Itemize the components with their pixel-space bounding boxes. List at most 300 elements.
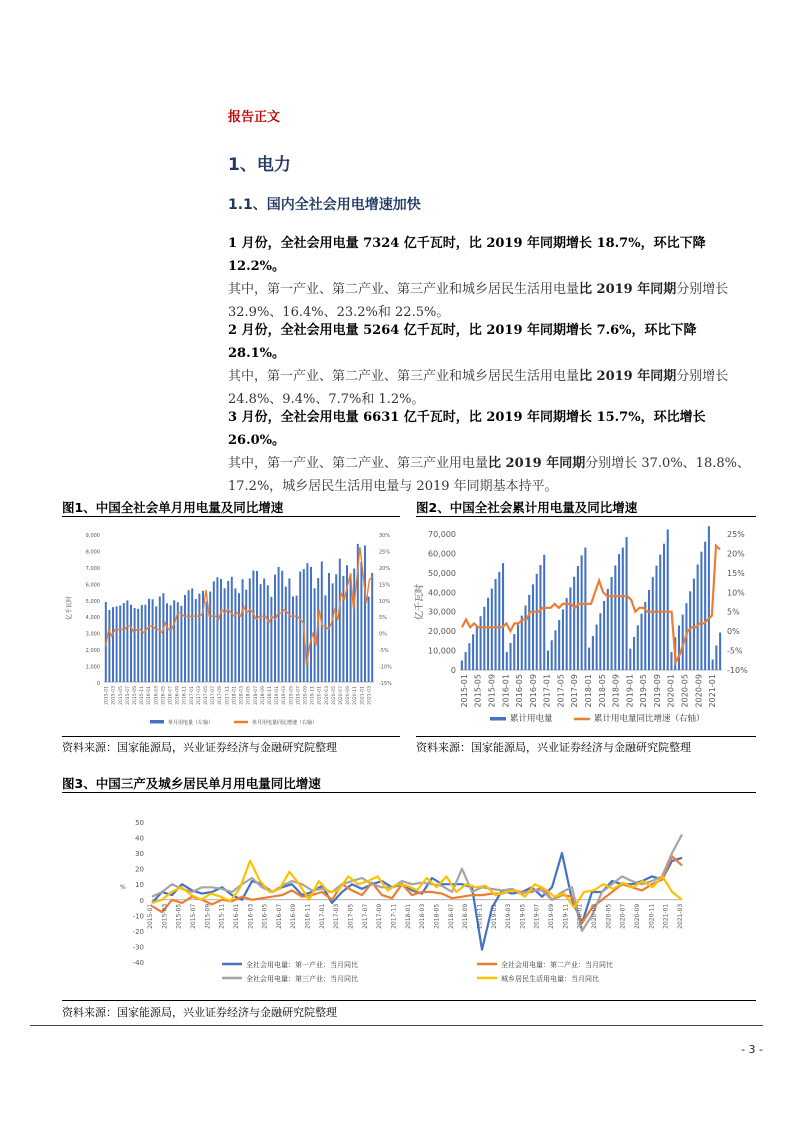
y-axis-title: 亿千瓦时	[66, 595, 73, 621]
bar	[310, 567, 312, 682]
report-label: 报告正文	[228, 110, 281, 125]
bar	[704, 542, 706, 670]
x-tick-label: 2018-01	[404, 903, 412, 929]
x-tick-label: 2020-09	[694, 674, 704, 708]
bar	[622, 548, 624, 670]
bar	[569, 587, 571, 670]
y-tick-label: 0	[96, 681, 100, 687]
bar	[611, 577, 613, 670]
bar	[335, 574, 337, 682]
figure2-bottom-rule	[416, 736, 756, 737]
figure1-top-rule	[62, 516, 400, 517]
x-tick-label: 2018-07	[447, 903, 455, 929]
x-tick-label: 2018-05	[246, 686, 252, 705]
y2-tick-label: -10%	[379, 664, 392, 671]
x-tick-label: 2015-07	[189, 903, 197, 929]
x-tick-label: 2018-05	[433, 903, 441, 929]
bar	[166, 603, 168, 682]
y-tick-label: 0	[139, 896, 144, 905]
bar	[596, 625, 598, 670]
paragraph-lead: 2 月份，全社会用电量 5264 亿千瓦时，比 2019 年同期增长 7.6%，环比下降 28.1%。	[228, 323, 697, 361]
x-tick-label: 2017-11	[225, 686, 231, 705]
bar	[296, 596, 298, 682]
x-tick-label: 2015-07	[125, 686, 131, 705]
y-tick-label: 40,000	[428, 588, 456, 598]
figure3-top-rule	[62, 792, 756, 793]
bar	[566, 598, 568, 670]
bar	[603, 601, 605, 670]
page-number: - 3 -	[741, 1043, 763, 1056]
y2-tick-label: 10%	[727, 588, 745, 598]
bar	[517, 625, 519, 670]
bar	[234, 588, 236, 682]
x-tick-label: 2016-05	[515, 674, 525, 708]
bar	[648, 590, 650, 670]
figure3-bottom-rule	[62, 1000, 756, 1001]
x-tick-label: 2019-01	[275, 686, 281, 705]
footer-rule	[30, 1025, 763, 1026]
bar	[144, 605, 146, 682]
y-tick-label: -40	[132, 959, 144, 967]
bar	[476, 625, 478, 670]
y-tick-label: -30	[132, 943, 144, 952]
bar	[238, 593, 240, 682]
bar	[539, 565, 541, 670]
y-tick-label: 10,000	[428, 646, 456, 656]
x-tick-label: 2018-01	[584, 674, 593, 708]
bar	[112, 607, 114, 682]
bar	[256, 571, 258, 682]
x-tick-label: 2018-07	[253, 686, 259, 705]
bar	[655, 566, 657, 670]
bar	[495, 579, 497, 670]
x-tick-label: 2020-07	[619, 903, 627, 929]
x-tick-label: 2018-03	[419, 903, 427, 929]
bar	[274, 575, 276, 682]
legend-label: 全社会用电量：第一产业：当月同比	[246, 961, 358, 969]
x-tick-label: 2018-11	[476, 903, 484, 929]
x-tick-label: 2015-05	[118, 686, 124, 705]
bar	[581, 555, 583, 670]
x-tick-label: 2020-03	[324, 686, 330, 705]
paragraph-body: 其中，第一产业、第二产业、第三产业用电量	[228, 456, 489, 471]
bar	[162, 593, 164, 682]
x-tick-label: 2019-01	[490, 903, 498, 929]
x-tick-label: 2015-01	[104, 686, 110, 705]
x-tick-label: 2018-01	[232, 686, 238, 705]
x-tick-label: 2019-11	[562, 903, 570, 929]
x-tick-label: 2020-03	[591, 903, 599, 929]
bar	[249, 578, 251, 682]
x-tick-label: 2017-09	[570, 674, 580, 708]
paragraph-body: 分别增长 32.9%、16.4%、23.2%和 22.5%。	[228, 282, 729, 320]
x-tick-label: 2016-07	[168, 686, 174, 705]
x-tick-label: 2021-01	[708, 674, 718, 708]
bar	[543, 555, 545, 670]
bar	[667, 530, 669, 670]
x-tick-label: 2017-07	[211, 686, 217, 705]
bar	[195, 599, 197, 682]
bar	[123, 603, 125, 682]
x-tick-label: 2017-01	[542, 674, 552, 708]
bar	[599, 613, 601, 670]
y2-tick-label: 10%	[379, 598, 391, 605]
y-tick-label: 20	[135, 865, 144, 874]
bar	[152, 599, 154, 682]
y2-tick-label: -10%	[727, 666, 748, 675]
x-tick-label: 2020-11	[353, 686, 359, 705]
x-tick-label: 2018-11	[267, 686, 273, 705]
x-tick-label: 2019-01	[625, 674, 635, 708]
legend-label: 累计用电量	[510, 714, 553, 724]
x-tick-label: 2020-01	[317, 686, 323, 705]
x-tick-label: 2017-03	[333, 903, 341, 929]
x-tick-label: 2016-09	[290, 903, 298, 929]
y-tick-label: 30,000	[428, 607, 456, 617]
bar	[324, 595, 326, 682]
x-tick-label: 2016-09	[175, 686, 181, 705]
x-tick-label: 2016-05	[161, 686, 167, 705]
x-tick-label: 2017-05	[347, 903, 355, 929]
bar	[693, 579, 695, 670]
y2-tick-label: 5%	[379, 615, 387, 622]
paragraph-emphasis: 比 2019 年同期	[579, 282, 677, 297]
x-tick-label: 2015-09	[204, 903, 212, 929]
paragraph-february	[228, 319, 758, 411]
y-tick-label: 6,000	[85, 582, 100, 589]
bar	[288, 578, 290, 682]
bar	[532, 584, 534, 670]
bar	[663, 544, 665, 670]
bar	[637, 625, 639, 670]
bar	[339, 559, 341, 682]
bar	[364, 546, 366, 682]
bar	[480, 616, 482, 670]
bar	[558, 620, 560, 670]
y2-tick-label: 25%	[727, 530, 745, 539]
bar	[715, 646, 717, 670]
bar	[524, 605, 526, 670]
bar	[281, 571, 283, 682]
bar	[292, 596, 294, 682]
y-axis-title: 亿千瓦时	[415, 583, 425, 621]
figure3-title: 图3、中国三产及城乡居民单月用电量同比增速	[62, 776, 321, 791]
y-tick-label: 50	[135, 819, 144, 827]
bar	[472, 634, 474, 670]
y-tick-label: 50,000	[428, 568, 456, 578]
bar	[173, 600, 175, 682]
bar	[159, 596, 161, 682]
bar	[278, 567, 280, 682]
y-tick-label: -10	[132, 912, 144, 921]
bar	[206, 601, 208, 682]
bar	[108, 610, 110, 682]
bar	[487, 598, 489, 670]
bar	[461, 660, 463, 670]
bar	[209, 592, 211, 682]
y-tick-label: 30	[135, 850, 144, 859]
figure2-source: 资料来源：国家能源局，兴业证券经济与金融研究院整理	[416, 741, 691, 754]
bar	[509, 643, 511, 670]
x-tick-label: 2020-05	[331, 686, 337, 705]
y-tick-label: 10	[135, 881, 144, 890]
x-tick-label: 2015-09	[487, 674, 497, 708]
x-tick-label: 2019-07	[296, 686, 302, 705]
bar	[148, 599, 150, 682]
bar	[573, 577, 575, 670]
bar	[342, 576, 344, 682]
bar	[592, 636, 594, 670]
x-tick-label: 2016-01	[232, 903, 240, 929]
bar	[644, 602, 646, 670]
x-tick-label: 2015-03	[111, 686, 117, 705]
bar	[220, 579, 222, 682]
y2-tick-label: 0%	[727, 627, 740, 637]
bar	[506, 652, 508, 670]
paragraph-emphasis: 比 2019 年同期	[579, 369, 677, 384]
figure1-source: 资料来源：国家能源局，兴业证券经济与金融研究院整理	[62, 741, 337, 754]
bar	[700, 552, 702, 670]
y2-tick-label: 15%	[727, 568, 745, 578]
bar	[252, 571, 254, 682]
bar	[670, 652, 672, 670]
bar	[678, 626, 680, 670]
x-tick-label: 2015-11	[140, 686, 146, 705]
bar	[491, 589, 493, 670]
x-tick-label: 2016-07	[275, 903, 283, 929]
x-tick-label: 2019-03	[505, 903, 513, 929]
figure1-chart	[62, 520, 402, 735]
bar	[170, 605, 172, 682]
x-tick-label: 2019-05	[289, 686, 295, 705]
y-tick-label: -20	[132, 927, 144, 936]
legend-label: 单月用电量（左轴）	[168, 720, 214, 726]
x-tick-label: 2020-11	[648, 903, 656, 929]
bar	[483, 607, 485, 670]
paragraph-march	[228, 406, 758, 498]
y-axis-title: %	[120, 884, 126, 891]
y-tick-label: 20,000	[428, 627, 456, 637]
paragraph-body: 其中，第一产业、第二产业、第三产业和城乡居民生活用电量	[228, 369, 580, 384]
bar	[231, 577, 233, 682]
bar	[242, 579, 244, 682]
y2-tick-label: 25%	[379, 549, 391, 556]
bar	[332, 583, 334, 682]
bar	[224, 588, 226, 682]
bar	[368, 596, 370, 682]
x-tick-label: 2017-07	[361, 903, 369, 929]
x-tick-label: 2019-05	[519, 903, 527, 929]
y-tick-label: 70,000	[428, 530, 456, 539]
bar	[227, 581, 229, 682]
x-tick-label: 2016-11	[304, 903, 312, 929]
figure1-title: 图1、中国全社会单月用电量及同比增速	[62, 500, 284, 515]
x-tick-label: 2016-03	[154, 686, 160, 705]
bar	[502, 563, 504, 670]
bar	[498, 572, 500, 670]
bar	[134, 608, 136, 682]
x-tick-label: 2020-05	[605, 903, 613, 929]
x-tick-label: 2016-01	[501, 674, 511, 708]
x-tick-label: 2017-03	[196, 686, 202, 705]
section-title: 1、电力	[228, 155, 291, 175]
x-tick-label: 2016-11	[182, 686, 188, 705]
figure3-source: 资料来源：国家能源局，兴业证券经济与金融研究院整理	[62, 1006, 337, 1019]
x-tick-label: 2019-09	[303, 686, 309, 705]
x-tick-label: 2016-01	[147, 686, 153, 705]
y2-tick-label: 0%	[379, 631, 387, 638]
paragraph-body: 分别增长 37.0%、18.8%、17.2%，城乡居民生活用电量与 2019 年同期基本持平。	[228, 456, 750, 494]
bar	[584, 548, 586, 670]
bar	[551, 640, 553, 670]
bar	[116, 606, 118, 682]
bar	[245, 590, 247, 682]
y-tick-label: 5,000	[85, 598, 100, 605]
bar	[521, 616, 523, 670]
y-tick-label: 9,000	[85, 533, 100, 539]
legend-label: 全社会用电量：第三产业：当月同比	[246, 975, 358, 983]
bar	[697, 565, 699, 670]
paragraph-body: 分别增长 24.8%、9.4%、7.7%和 1.2%。	[228, 369, 729, 407]
bar	[119, 606, 121, 682]
bar	[652, 577, 654, 670]
x-tick-label: 2020-01	[576, 903, 584, 929]
bar	[130, 605, 132, 682]
paragraph-lead: 3 月份，全社会用电量 6631 亿千瓦时，比 2019 年同期增长 15.7%，环比增长 26.0%。	[228, 410, 706, 448]
x-tick-label: 2021-03	[367, 686, 373, 705]
series-line	[152, 834, 682, 931]
x-tick-label: 2019-07	[533, 903, 541, 929]
x-tick-label: 2019-05	[639, 674, 649, 708]
bar	[588, 648, 590, 670]
y2-tick-label: 20%	[379, 565, 391, 572]
paragraph-january	[228, 232, 758, 324]
x-tick-label: 2021-03	[677, 903, 684, 929]
x-tick-label: 2016-09	[528, 674, 538, 708]
y2-tick-label: 30%	[379, 533, 391, 539]
x-tick-label: 2016-05	[261, 903, 269, 929]
bar	[267, 585, 269, 682]
paragraph-emphasis: 比 2019 年同期	[488, 456, 586, 471]
x-tick-label: 2020-09	[346, 686, 352, 705]
figure3-chart	[62, 796, 756, 996]
bar	[184, 595, 186, 682]
y-tick-label: 1,000	[85, 664, 100, 671]
bar	[562, 609, 564, 670]
x-tick-label: 2017-09	[376, 903, 384, 929]
legend-swatch-bar	[490, 717, 506, 721]
x-tick-label: 2015-05	[473, 674, 483, 708]
bar	[180, 606, 182, 682]
y2-tick-label: 20%	[727, 549, 745, 559]
bar	[708, 526, 710, 670]
x-tick-label: 2020-07	[339, 686, 345, 705]
bar	[629, 649, 631, 670]
x-tick-label: 2017-09	[218, 686, 224, 705]
bar	[213, 581, 215, 682]
x-tick-label: 2015-11	[218, 903, 226, 929]
bar	[528, 595, 530, 670]
bar	[618, 554, 620, 670]
bar	[137, 609, 139, 682]
bar	[270, 597, 272, 682]
bar	[198, 594, 200, 682]
x-tick-label: 2018-05	[597, 674, 607, 708]
y2-tick-label: -15%	[379, 681, 392, 687]
x-tick-label: 2017-05	[204, 686, 210, 705]
bar	[633, 637, 635, 670]
paragraph-lead: 1 月份，全社会用电量 7324 亿千瓦时，比 2019 年同期增长 18.7%，环比下降 12.2%。	[228, 236, 706, 274]
bar	[536, 574, 538, 670]
x-tick-label: 2020-01	[666, 674, 676, 708]
y-tick-label: 3,000	[85, 631, 100, 638]
y-tick-label: 2,000	[85, 648, 100, 655]
bar	[353, 569, 355, 682]
bar	[513, 634, 515, 670]
y2-tick-label: 15%	[379, 582, 391, 589]
bar	[712, 660, 714, 670]
bar	[577, 566, 579, 670]
x-tick-label: 2018-03	[239, 686, 245, 705]
x-tick-label: 2019-09	[652, 674, 662, 708]
subsection-title: 1.1、国内全社会用电增速加快	[228, 197, 421, 213]
x-tick-label: 2021-01	[662, 903, 670, 929]
x-tick-label: 2016-03	[247, 903, 255, 929]
legend-swatch-bar	[150, 720, 164, 724]
bar	[626, 537, 628, 670]
figure1-bottom-rule	[62, 736, 400, 737]
bar	[547, 651, 549, 670]
y2-tick-label: 5%	[727, 607, 740, 617]
x-tick-label: 2015-01	[147, 903, 154, 929]
paragraph-body: 其中，第一产业、第二产业、第三产业和城乡居民生活用电量	[228, 282, 580, 297]
x-tick-label: 2017-01	[318, 903, 326, 929]
bar	[465, 652, 467, 670]
x-tick-label: 2019-09	[548, 903, 556, 929]
figure2-title: 图2、中国全社会累计用电量及同比增速	[416, 500, 638, 515]
x-tick-label: 2020-05	[680, 674, 690, 708]
bar	[191, 588, 193, 682]
legend-label: 累计用电量同比增速（右轴）	[594, 714, 705, 724]
bar	[360, 562, 362, 682]
legend-label: 单月用电量同比增速（右轴）	[252, 720, 318, 726]
x-tick-label: 2015-09	[132, 686, 138, 705]
x-tick-label: 2017-05	[556, 674, 566, 708]
bar	[263, 578, 265, 682]
x-tick-label: 2015-01	[459, 674, 469, 708]
x-tick-label: 2015-05	[175, 903, 183, 929]
bar	[216, 577, 218, 682]
bar	[371, 573, 373, 682]
x-tick-label: 2019-11	[310, 686, 316, 705]
x-tick-label: 2018-09	[611, 674, 621, 708]
legend-label: 城乡居民生活用电量：当月同比	[501, 975, 599, 983]
bar	[468, 643, 470, 670]
x-tick-label: 2021-01	[360, 686, 366, 705]
figure2-chart	[414, 520, 759, 735]
bar	[554, 630, 556, 670]
bar	[188, 590, 190, 682]
y-tick-label: 8,000	[85, 549, 100, 556]
x-tick-label: 2019-03	[282, 686, 288, 705]
bar	[285, 587, 287, 682]
bar	[141, 605, 143, 682]
y-tick-label: 60,000	[428, 549, 456, 559]
bar	[719, 633, 721, 670]
legend-label: 全社会用电量：第二产业：当月同比	[501, 961, 613, 969]
y-tick-label: 0	[450, 666, 456, 675]
bar	[126, 600, 128, 682]
